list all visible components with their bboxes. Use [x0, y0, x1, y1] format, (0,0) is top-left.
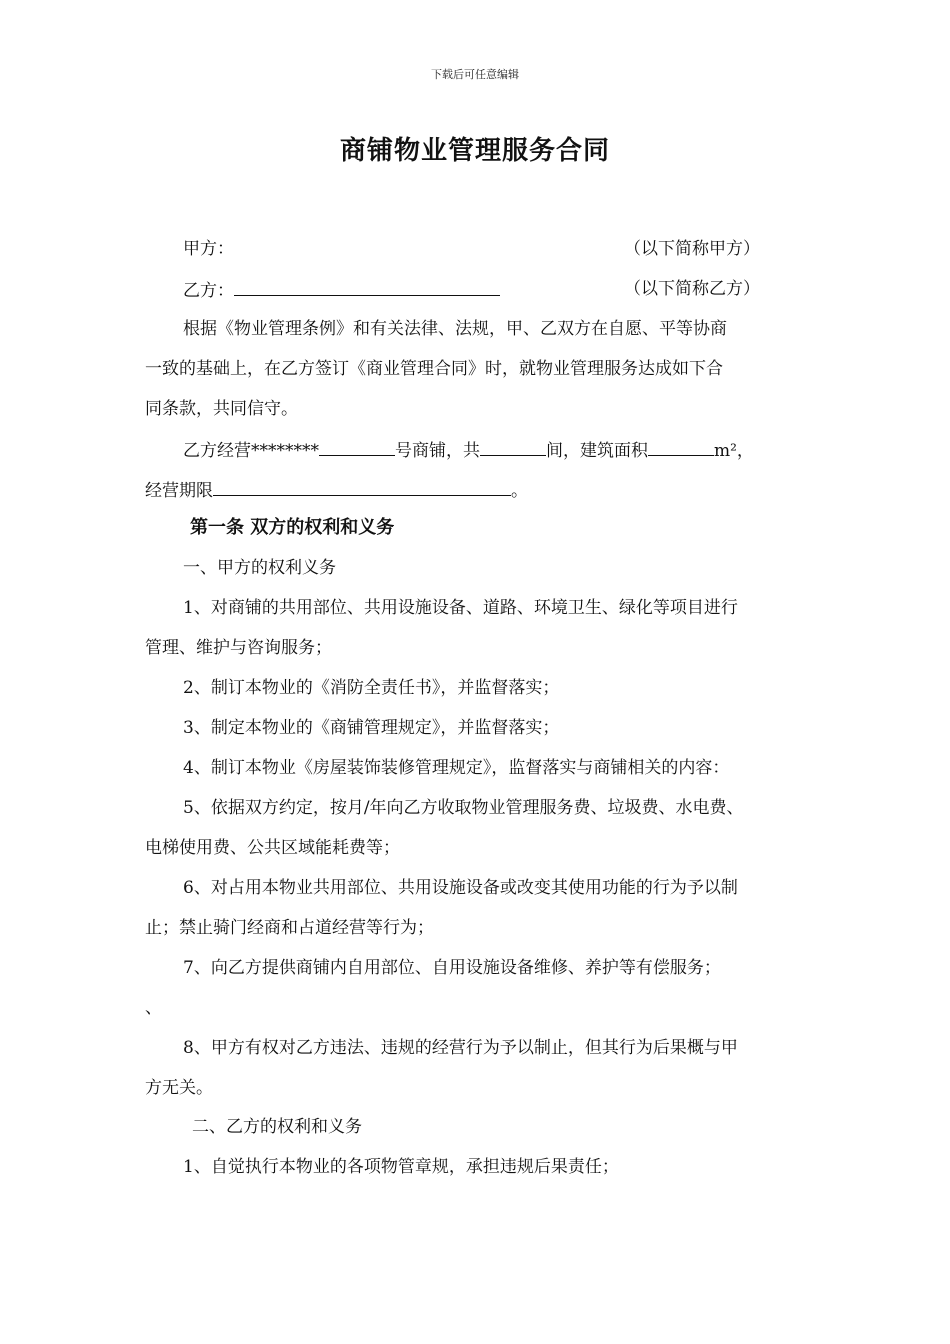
party-a-item-8-line-1: 8、甲方有权对乙方违法、违规的经营行为予以制止，但其行为后果概与甲 — [183, 1038, 738, 1058]
party-b-note: （以下简称乙方） — [624, 279, 760, 299]
party-b-item-1: 1、自觉执行本物业的各项物管章规，承担违规后果责任； — [183, 1157, 619, 1177]
party-a-item-4: 4、制订本物业《房屋装饰装修管理规定》，监督落实与商铺相关的内容： — [183, 758, 730, 778]
term-end: 。 — [511, 481, 528, 501]
party-a-item-1-line-1: 1、对商铺的共用部位、共用设施设备、道路、环境卫生、绿化等项目进行 — [183, 598, 738, 618]
premises-unit: m²， — [714, 441, 754, 461]
party-a-item-7: 7、向乙方提供商铺内自用部位、自用设施设备维修、养护等有偿服务； — [183, 958, 721, 978]
party-b-label: 乙方： — [183, 281, 234, 301]
party-b-line — [183, 277, 500, 303]
party-a-item-3: 3、制定本物业的《商铺管理规定》，并监督落实； — [183, 718, 560, 738]
party-b-blank[interactable] — [234, 277, 500, 296]
party-a-item-5-line-2: 电梯使用费、公共区域能耗费等； — [145, 838, 400, 858]
document-title: 商铺物业管理服务合同 — [339, 136, 610, 166]
party-a-item-5-line-1: 5、依据双方约定，按月/年向乙方收取物业管理服务费、垃圾费、水电费、 — [183, 798, 744, 818]
party-a-note: （以下简称甲方） — [624, 239, 760, 259]
stray-mark: 、 — [145, 998, 162, 1018]
party-a-item-2: 2、制订本物业的《消防全责任书》，并监督落实； — [183, 678, 560, 698]
party-a-item-6-line-1: 6、对占用本物业共用部位、共用设施设备或改变其使用功能的行为予以制 — [183, 878, 738, 898]
premises-rooms: 间，建筑面积 — [546, 441, 648, 461]
intro-line-2: 一致的基础上，在乙方签订《商业管理合同》时，就物业管理服务达成如下合 — [145, 359, 723, 379]
premises-line — [183, 437, 754, 463]
party-a-item-1-line-2: 管理、维护与咨询服务； — [145, 638, 332, 658]
party-a-section-heading: 一、甲方的权利义务 — [183, 558, 336, 578]
intro-line-1: 根据《物业管理条例》和有关法律、法规，甲、乙双方在自愿、平等协商 — [183, 319, 727, 339]
intro-line-3: 同条款，共同信守。 — [145, 399, 298, 419]
premises-shop: 号商铺，共 — [395, 441, 480, 461]
term-line — [145, 477, 528, 503]
term-label: 经营期限 — [145, 481, 213, 501]
party-b-section-heading: 二、乙方的权利和义务 — [192, 1117, 362, 1137]
area-blank[interactable] — [648, 437, 714, 456]
shop-number-blank[interactable] — [319, 437, 395, 456]
party-a-item-8-line-2: 方无关。 — [145, 1078, 213, 1098]
rooms-blank[interactable] — [480, 437, 546, 456]
term-blank[interactable] — [213, 477, 511, 496]
article-1-heading: 第一条 双方的权利和义务 — [190, 517, 395, 538]
header-note: 下载后可任意编辑 — [431, 68, 519, 81]
party-a-label: 甲方： — [183, 239, 234, 259]
party-a-item-6-line-2: 止；禁止骑门经商和占道经营等行为； — [145, 918, 434, 938]
premises-prefix: 乙方经营******** — [183, 441, 319, 461]
